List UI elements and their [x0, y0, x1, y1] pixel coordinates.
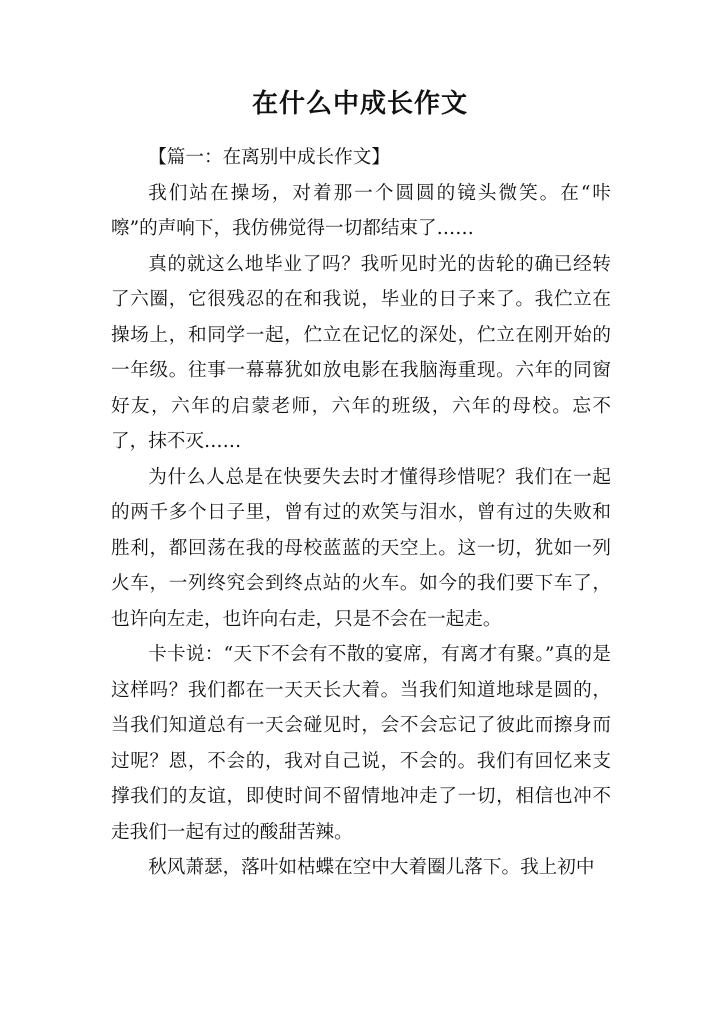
- paragraph-4: 卡卡说：“天下不会有不散的宴席，有离才有聚。”真的是这样吗？我们都在一天天长大着。当我们知道地球是圆的，当我们知道总有一天会碰见时，会不会忘记了彼此而擦身而过呢？恩，不会的，我对自己说，不会的。我们有回忆来支撑我们的友谊，即使时间不留情地冲走了一切，相信也冲不走我们一起有过的酸甜苦辣。: [111, 644, 611, 843]
- paragraph-2: 真的就这么地毕业了吗？我听见时光的齿轮的确已经转了六圈，它很残忍的在和我说，毕业的日子来了。我伫立在操场上，和同学一起，伫立在记忆的深处，伫立在刚开始的一年级。往事一幕幕犹如放电影在我脑海重现。六年的同窗好友，六年的启蒙老师，六年的班级，六年的母校。忘不了，抹不灭……: [111, 253, 611, 452]
- document-title: 在什么中成长作文: [251, 89, 468, 119]
- section-heading: 【篇一：在离别中成长作文】: [148, 147, 390, 168]
- paragraph-1: 我们站在操场，对着那一个圆圆的镜头微笑。在“咔嚓”的声响下，我仿佛觉得一切都结束了……: [111, 182, 611, 239]
- document-body: [111, 140, 611, 886]
- paragraph-5: 秋风萧瑟，落叶如枯蝶在空中大着圈儿落下。我上初中: [148, 857, 595, 878]
- paragraph-3: 为什么人总是在快要失去时才懂得珍惜呢？我们在一起的两千多个日子里，曾有过的欢笑与泪水，曾有过的失败和胜利，都回荡在我的母校蓝蓝的天空上。这一切，犹如一列火车，一列终究会到终点站的火车。如今的我们要下车了，也许向左走，也许向右走，只是不会在一起走。: [111, 466, 611, 630]
